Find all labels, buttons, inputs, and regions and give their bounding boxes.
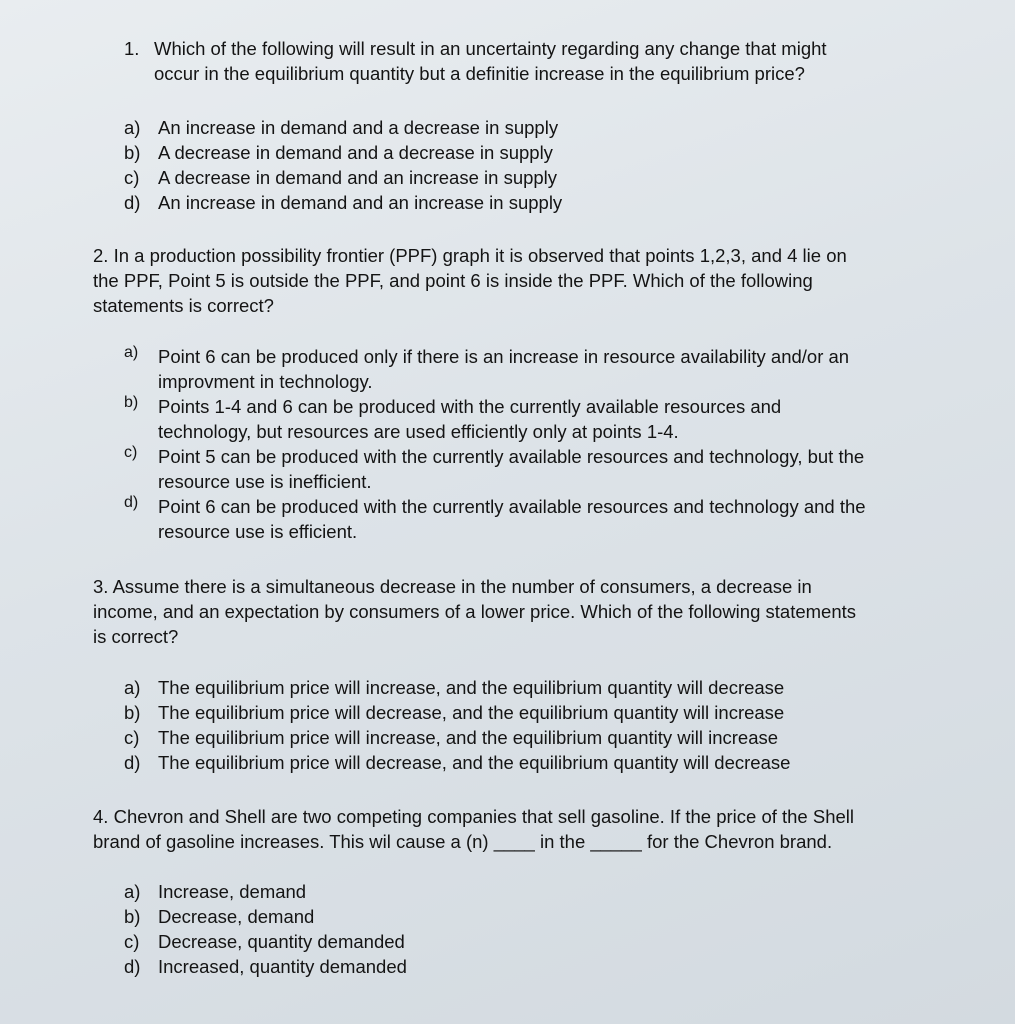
option-d[interactable]: d) The equilibrium price will decrease, and the equilibrium quantity will decrease [124,752,791,773]
question-number: 4. [93,806,109,827]
question-3-options [124,675,790,775]
question-1 [124,36,827,86]
option-d[interactable]: d) Increased, quantity demanded [124,956,407,977]
question-number: 2. [93,245,109,266]
question-3-line-2: income, and an expectation by consumers of a lower price. Which of the following statements [93,601,856,622]
option-b[interactable]: b) The equilibrium price will decrease, and the equilibrium quantity will increase [124,702,785,723]
question-3-line-3: is correct? [93,626,179,647]
option-a[interactable]: a) Point 6 can be produced only if there is an increase in resource availability and/or an improvment in technology. [124,344,850,392]
option-d[interactable]: d) Point 6 can be produced with the currently available resources and technology and the resource use is efficient. [124,494,866,542]
option-c[interactable]: c) Point 5 can be produced with the currently available resources and technology, but the resource use is inefficient. [124,444,865,492]
option-a[interactable]: a) Increase, demand [124,881,307,902]
question-3 [93,574,856,649]
question-2-line-1: 2. In a production possibility frontier (PPF) graph it is observed that points 1,2,3, and 4 lie on [93,245,847,266]
option-a[interactable]: a) An increase in demand and a decrease in supply [124,117,559,138]
question-1-line-2: occur in the equilibrium quantity but a definitie increase in the equilibrium price? [154,63,805,84]
option-c[interactable]: c) A decrease in demand and an increase in supply [124,167,558,188]
option-b[interactable]: b) Decrease, demand [124,906,315,927]
question-4-line-2: brand of gasoline increases. This wil cause a (n) ____ in the _____ for the Chevron brand. [93,831,833,852]
question-3-line-1: 3. Assume there is a simultaneous decrease in the number of consumers, a decrease in [93,576,812,597]
option-d[interactable]: d) An increase in demand and an increase in supply [124,192,563,213]
question-2-line-2: the PPF, Point 5 is outside the PPF, and point 6 is inside the PPF. Which of the following [93,270,813,291]
question-1-line-1: 1. Which of the following will result in an uncertainty regarding any change that might [124,38,827,59]
question-4 [93,804,854,854]
question-4-line-1: 4. Chevron and Shell are two competing companies that sell gasoline. If the price of the Shell [93,806,855,827]
question-2-options [124,344,866,544]
option-c[interactable]: c) Decrease, quantity demanded [124,931,405,952]
question-number: 1. [124,38,140,59]
question-2 [93,243,847,318]
option-c[interactable]: c) The equilibrium price will increase, and the equilibrium quantity will increase [124,727,779,748]
option-b[interactable]: b) Points 1-4 and 6 can be produced with the currently available resources and technology, but resources are used efficiently only at points 1-4. [124,394,782,442]
question-number: 3. [93,576,109,597]
option-a[interactable]: a) The equilibrium price will increase, and the equilibrium quantity will decrease [124,677,785,698]
option-b[interactable]: b) A decrease in demand and a decrease in supply [124,142,553,163]
question-4-options [124,879,407,979]
question-2-line-3: statements is correct? [93,295,274,316]
question-1-options [124,115,562,215]
